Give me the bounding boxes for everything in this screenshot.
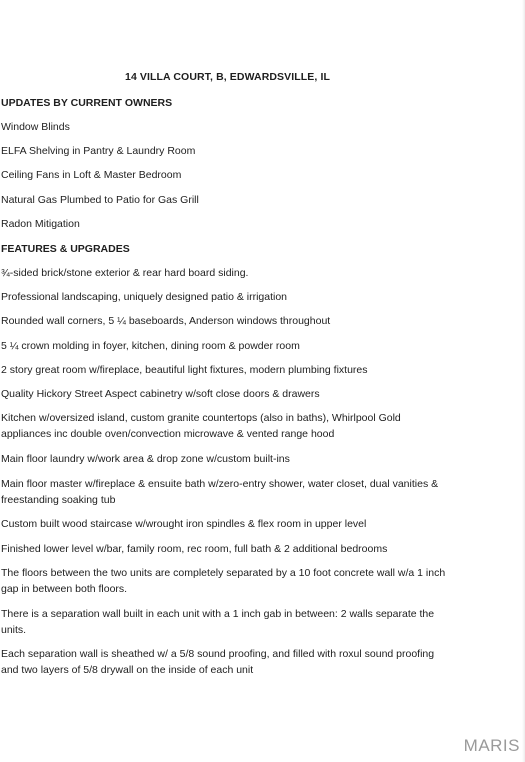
list-item: Main floor master w/fireplace & ensuite bath w/zero-entry shower, water closet, dual vanities & freestanding soaking tub [1,478,439,506]
section-heading-updates: UPDATES BY CURRENT OWNERS [1,97,173,109]
list-item: 2 story great room w/fireplace, beautiful light fixtures, modern plumbing fixtures [1,364,368,376]
list-item: Kitchen w/oversized island, custom granite countertops (also in baths), Whirlpool Gold appliances inc double oven/convection microwave & vented range hood [1,412,401,440]
section-heading-features: FEATURES & UPGRADES [1,243,130,255]
list-item: ELFA Shelving in Pantry & Laundry Room [1,145,196,157]
list-item: Radon Mitigation [1,218,80,230]
list-item: Finished lower level w/bar, family room, rec room, full bath & 2 additional bedrooms [1,543,388,555]
list-item: Ceiling Fans in Loft & Master Bedroom [1,169,182,181]
list-item: Main floor laundry w/work area & drop zone w/custom built-ins [1,453,290,465]
list-item: There is a separation wall built in each unit with a 1 inch gab in between: 2 walls separate the units. [1,608,435,636]
list-item: Window Blinds [1,121,70,133]
list-item: 5 ¼ crown molding in foyer, kitchen, dining room & powder room [1,340,300,352]
maris-watermark-logo: MARIS [463,736,520,755]
list-item: Custom built wood staircase w/wrought iron spindles & flex room in upper level [1,518,367,530]
list-item: Rounded wall corners, 5 ¼ baseboards, Anderson windows throughout [1,315,331,327]
list-item: Professional landscaping, uniquely designed patio & irrigation [1,291,288,303]
list-item: ¾-sided brick/stone exterior & rear hard board siding. [1,267,249,279]
list-item: Each separation wall is sheathed w/ a 5/8 sound proofing, and filled with roxul sound proofing and two layers of 5/8 drywall on the inside of each unit [1,648,435,676]
list-item: Natural Gas Plumbed to Patio for Gas Grill [1,194,199,206]
property-address-title: 14 VILLA COURT, B, EDWARDSVILLE, IL [125,71,330,83]
list-item: The floors between the two units are completely separated by a 10 foot concrete wall w/a 1 inch gap in between both floors. [1,567,446,595]
list-item: Quality Hickory Street Aspect cabinetry w/soft close doors & drawers [1,388,320,400]
